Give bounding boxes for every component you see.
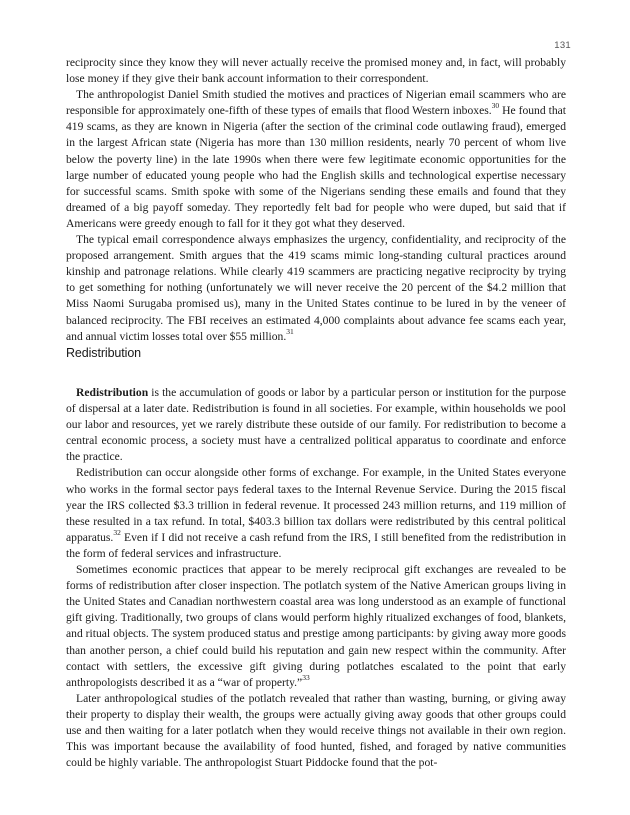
paragraph-text: is the accumulation of goods or labor by a particular person or institution for the purpose of dispersal at a later date. Redistribution is found in all societies. For example, within households we pool our labor and resources, yet we rarely distribute these outside of our family. For redistribution to become a central economic process, a society must have a centralized political apparatus to coordinate and enforce the practice.	[66, 386, 566, 464]
paragraph-text: Redistribution can occur alongside other forms of exchange. For example, in the United States everyone who works in the formal sector pays federal taxes to the Internal Revenue Service. During the 2015 fiscal year the IRS collected $3.3 trillion in federal revenue. It processed 243 million returns, and 119 million of these resulted in a tax refund. In total, $403.3 billion tax dollars were redistributed by this central political apparatus.	[66, 466, 566, 544]
key-term: Redistribution	[76, 386, 149, 399]
paragraph-text: The anthropologist Daniel Smith studied the motives and practices of Nigerian email scammers who are responsible for approximately one-fifth of these types of emails that flood Western inboxes.	[66, 88, 566, 118]
paragraph-continuation	[66, 55, 566, 87]
paragraph-text-after: Even if I did not receive a cash refund from the IRS, I still benefited from the redistribution in the form of federal services and infrastructure.	[66, 530, 566, 560]
paragraph-text-after: He found that 419 scams, as they are known in Nigeria (after the section of the criminal code outlawing fraud), emerged in the largest African state (Nigeria has more than 130 million residents, nearly 70 percent of whom live below the poverty line) in the late 1990s when there were few legitimate economic opportunities for the large number of educated young people who had the English skills and technological expertise necessary for successful scams. Smith spoke with some of the Nigerians sending these emails and found that they dreamed of a big payoff someday. They reportedly felt bad for people who were duped, but said that if Americans were greedy enough to fall for it they got what they deserved.	[66, 104, 566, 230]
footnote-ref-30[interactable]: 30	[491, 101, 500, 111]
footnote-ref-32[interactable]: 32	[113, 527, 121, 537]
paragraph-email-correspondence	[66, 232, 566, 345]
page-number: 131	[554, 40, 571, 51]
paragraph-text: Sometimes economic practices that appear to be merely reciprocal gift exchanges are revealed to be forms of redistribution after closer inspection. The potlatch system of the Native American groups living in the United States and Canadian northwestern coastal area was long understood as an example of functional gift giving. Traditionally, two groups of clans would perform highly ritualized exchanges of food, blankets, and ritual objects. The system produced status and prestige among participants: by giving away more goods than another person, a chief could build his reputation and gain new respect within the community. After contact with settlers, the excessive gift giving during potlatches escalated to the point that early anthropologists described it as a “war of property.”	[66, 563, 566, 689]
footnote-ref-31[interactable]: 31	[286, 326, 294, 336]
text-block-top	[66, 55, 566, 345]
footnote-ref-33[interactable]: 33	[302, 672, 310, 682]
paragraph-text: reciprocity since they know they will never actually receive the promised money and, in fact, will probably lose money if they give their bank account information to their correspondent.	[66, 56, 566, 86]
paragraph-daniel-smith	[66, 87, 566, 232]
paragraph-text: The typical email correspondence always emphasizes the urgency, confidentiality, and reciprocity of the proposed arrangement. Smith argues that the 419 scams mimic long-standing cultural practices around kinship and patronage relations. While clearly 419 scammers are practicing negative reciprocity by trying to get something for nothing (unfortunately we will never receive the 20 percent of the $4.2 million that Miss Naomi Surugaba promised us), many in the United States continue to be lured in by the veneer of balanced reciprocity. The FBI receives an estimated 4,000 complaints about advance fee scams each year, and annual victim losses total over $55 million.	[66, 233, 566, 343]
section-heading: Redistribution	[66, 346, 142, 360]
paragraph-potlatch	[66, 562, 566, 691]
paragraph-redistribution-definition	[66, 385, 566, 465]
paragraph-irs-example	[66, 465, 566, 562]
text-block-bottom	[66, 385, 566, 771]
paragraph-later-studies	[66, 691, 566, 771]
paragraph-text: Later anthropological studies of the potlatch revealed that rather than wasting, burning, or giving away their property to display their wealth, the groups were actually giving away goods that other groups could use and then waiting for a later potlatch when they would receive things not available in their own region. This was important because the availability of food hunted, fished, and foraged by native communities could be highly variable. The anthropologist Stuart Piddocke found that the pot-	[66, 691, 566, 770]
